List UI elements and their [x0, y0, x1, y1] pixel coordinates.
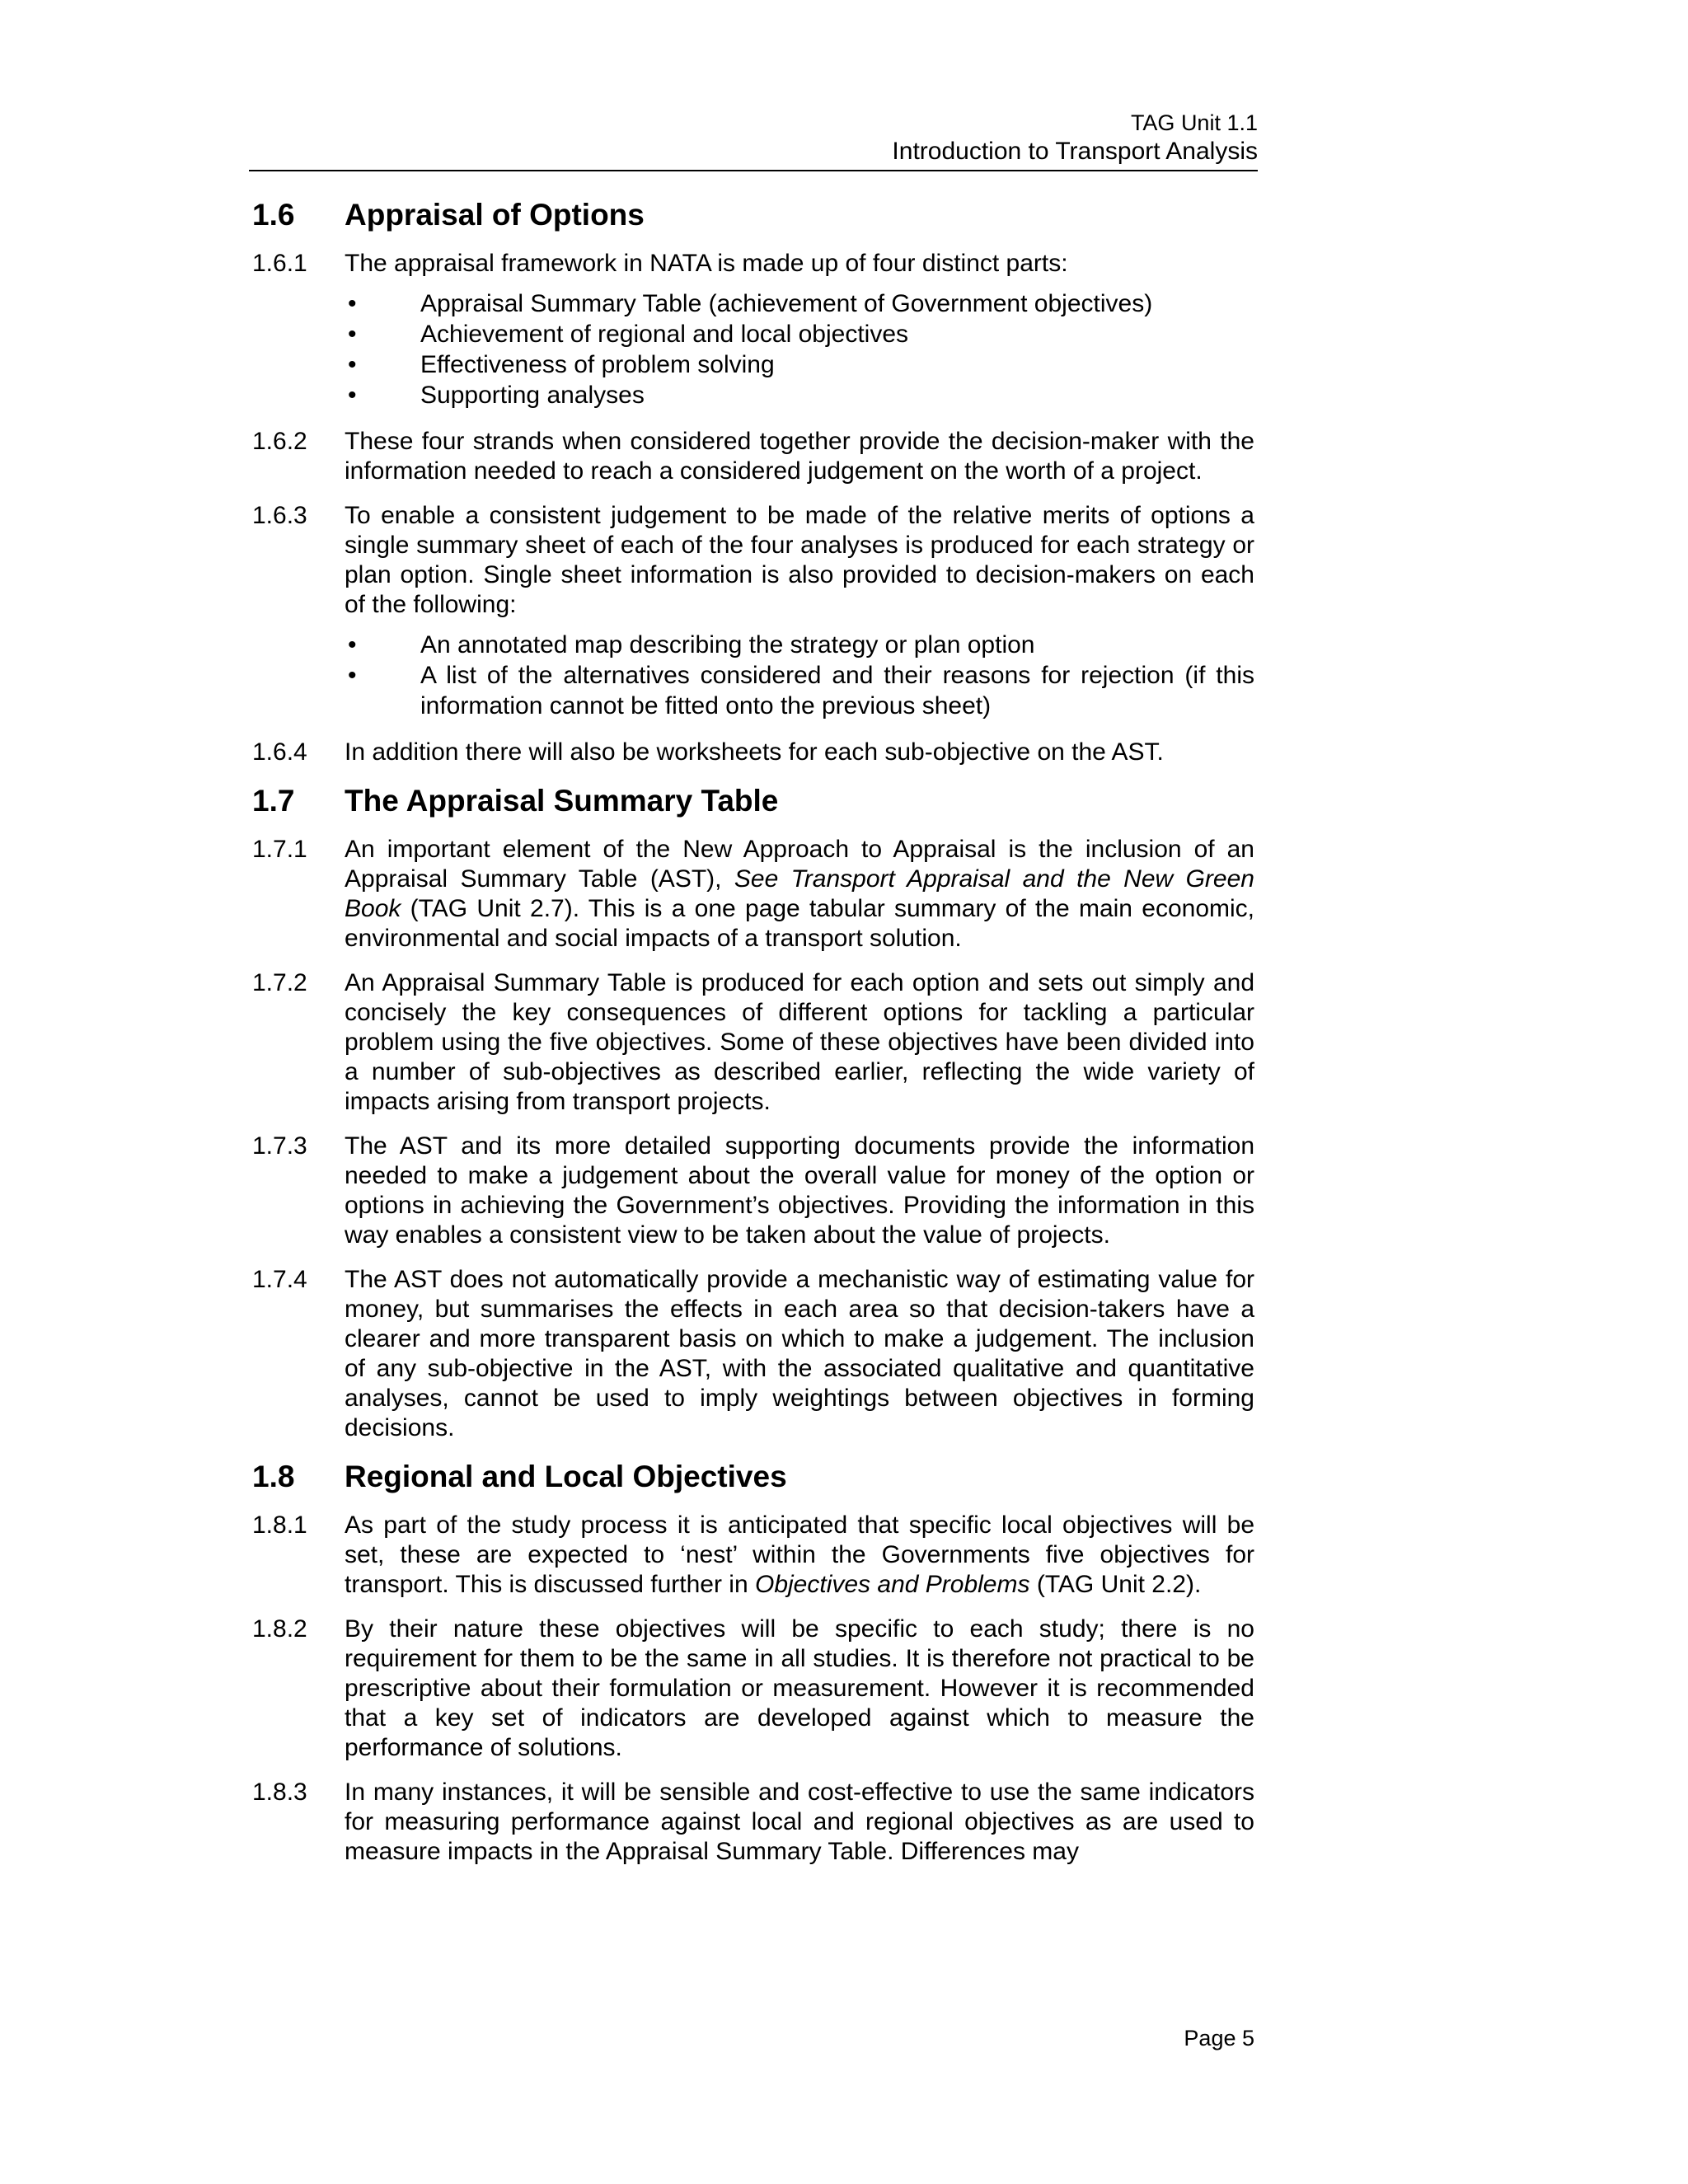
page-number: Page 5 [1184, 2026, 1254, 2050]
header-unit: TAG Unit 1.1 [1130, 110, 1258, 135]
paragraph-number: 1.6.4 [252, 738, 307, 766]
paragraph-number: 1.8.2 [252, 1615, 307, 1643]
section-title: Regional and Local Objectives [345, 1460, 787, 1493]
paragraph [252, 738, 1254, 767]
bullet-icon: • [348, 382, 357, 409]
bullet-icon: • [348, 662, 357, 689]
list-item: • Appraisal Summary Table (achievement of Government objectives) [345, 288, 1254, 319]
paragraph [252, 968, 1254, 1117]
list-item: • An annotated map describing the strategy or plan option [345, 630, 1254, 660]
section-number: 1.8 [252, 1460, 295, 1493]
section-heading [252, 1458, 1254, 1496]
paragraph-number: 1.7.2 [252, 969, 307, 996]
paragraph-text: An Appraisal Summary Table is produced for each option and sets out simply and concisely the key consequences of different options for tackling a particular problem using the five objectives. Some of these objectives have been divided into a number of sub-objectives as described earlier, reflecting the wide variety of impacts arising from transport projects. [345, 969, 1254, 1115]
list-item: • Achievement of regional and local objectives [345, 319, 1254, 349]
paragraph-number: 1.6.1 [252, 250, 307, 277]
section-title: Appraisal of Options [345, 198, 645, 232]
paragraph-text: In addition there will also be worksheets for each sub-objective on the AST. [345, 738, 1164, 766]
paragraph-number: 1.6.2 [252, 428, 307, 455]
paragraph-text: The AST does not automatically provide a mechanistic way of estimating value for money, but summarises the effects in each area so that decision-takers have a clearer and more transparent basis on which to make a judgement. The inclusion of any sub-objective in the AST, with the associated qualitative and quantitative analyses, cannot be used to imply weightings between objectives in forming decisions. [345, 1266, 1254, 1441]
bullet-icon: • [348, 631, 357, 658]
bullet-list [252, 630, 1254, 721]
paragraph-text: The appraisal framework in NATA is made up of four distinct parts: [345, 250, 1068, 277]
list-item: • Effectiveness of problem solving [345, 349, 1254, 380]
paragraph-text: By their nature these objectives will be specific to each study; there is no requirement for them to be the same in all studies. It is therefore not practical to be prescriptive about their formulation or measurement. However it is recommended that a key set of indicators are developed against which to measure the performance of solutions. [345, 1615, 1254, 1761]
bullet-list [252, 288, 1254, 410]
paragraph [252, 1132, 1254, 1250]
list-item: • A list of the alternatives considered and their reasons for rejection (if this information cannot be fitted onto the previous sheet) [345, 660, 1254, 721]
paragraph-number: 1.8.1 [252, 1511, 307, 1539]
bullet-icon: • [348, 321, 357, 348]
paragraph [252, 1511, 1254, 1600]
section-heading [252, 782, 1254, 820]
bullet-icon: • [348, 290, 357, 317]
section-number: 1.7 [252, 784, 295, 818]
paragraph [252, 1265, 1254, 1443]
document-body [252, 191, 1254, 1882]
paragraph [252, 835, 1254, 954]
paragraph [252, 1778, 1254, 1867]
paragraph-text: As part of the study process it is anticipated that specific local objectives will be set, these are expected to ‘nest’ within the Governments five objectives for transport. This is discussed further in Objectives and Problems (TAG Unit 2.2). [345, 1511, 1254, 1598]
page-header [249, 109, 1258, 171]
paragraph-text: These four strands when considered together provide the decision-maker with the information needed to reach a considered judgement on the worth of a project. [345, 428, 1254, 485]
document-reference: Objectives and Problems [755, 1571, 1030, 1598]
bullet-icon: • [348, 351, 357, 378]
paragraph-text: An important element of the New Approach to Appraisal is the inclusion of an Appraisal Summary Table (AST), See Transport Appraisal and the New Green Book (TAG Unit 2.7). This is a one page tabular summary of the main economic, environmental and social impacts of a transport solution. [345, 836, 1254, 952]
paragraph-number: 1.7.1 [252, 836, 307, 863]
section-heading [252, 196, 1254, 234]
paragraph-text: In many instances, it will be sensible and cost-effective to use the same indicators for measuring performance against local and regional objectives as are used to measure impacts in the Appraisal Summary Table. Differences may [345, 1779, 1254, 1865]
paragraph-number: 1.7.3 [252, 1132, 307, 1160]
paragraph-number: 1.7.4 [252, 1266, 307, 1293]
list-item: • Supporting analyses [345, 380, 1254, 410]
paragraph-number: 1.6.3 [252, 502, 307, 529]
paragraph [252, 249, 1254, 279]
paragraph-number: 1.8.3 [252, 1779, 307, 1806]
document-reference: See Transport Appraisal and the New Green Book [345, 865, 1254, 922]
header-title: Introduction to Transport Analysis [892, 138, 1258, 165]
section-title: The Appraisal Summary Table [345, 784, 779, 818]
paragraph [252, 501, 1254, 620]
paragraph [252, 427, 1254, 486]
paragraph-text: To enable a consistent judgement to be made of the relative merits of options a single summary sheet of each of the four analyses is produced for each strategy or plan option. Single sheet information is also provided to decision-makers on each of the following: [345, 502, 1254, 618]
paragraph [252, 1615, 1254, 1763]
section-number: 1.6 [252, 198, 295, 232]
paragraph-text: The AST and its more detailed supporting documents provide the information needed to make a judgement about the overall value for money of the option or options in achieving the Government’s objectives. Providing the information in this way enables a consistent view to be taken about the value of projects. [345, 1132, 1254, 1249]
